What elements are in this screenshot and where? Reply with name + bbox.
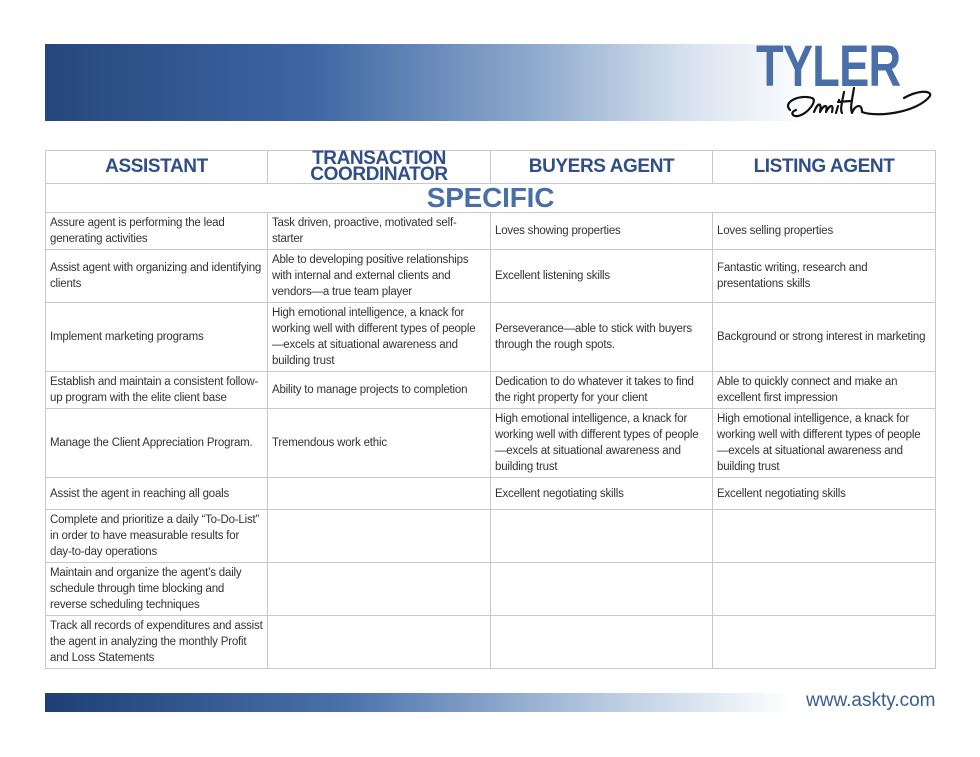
column-header-assistant: ASSISTANT (46, 151, 268, 184)
role-skills-table (45, 150, 936, 669)
table-cell: Fantastic writing, research and presentations skills (713, 250, 936, 303)
table-row (46, 303, 936, 372)
table-cell (268, 616, 491, 669)
column-header-row (46, 151, 936, 184)
table-cell (491, 563, 713, 616)
table-row (46, 213, 936, 250)
table-cell: Maintain and organize the agent’s daily schedule through time blocking and reverse scheduling techniques (46, 563, 268, 616)
table-cell: Establish and maintain a consistent follow-up program with the elite client base (46, 372, 268, 409)
table-cell: Loves showing properties (491, 213, 713, 250)
table-cell: Excellent negotiating skills (491, 478, 713, 510)
table-cell: Track all records of expenditures and assist the agent in analyzing the monthly Profit and Loss Statements (46, 616, 268, 669)
table-cell (713, 563, 936, 616)
table-cell: Assist the agent in reaching all goals (46, 478, 268, 510)
table-cell: Complete and prioritize a daily “To-Do-List” in order to have measurable results for day-to-day operations (46, 510, 268, 563)
table-cell: High emotional intelligence, a knack for working well with different types of people—excels at situational awareness and building trust (268, 303, 491, 372)
table-row (46, 478, 936, 510)
column-header-listing-agent: LISTING AGENT (713, 151, 936, 184)
table-cell (713, 510, 936, 563)
table-cell: Excellent listening skills (491, 250, 713, 303)
logo-signature-script (778, 72, 934, 122)
table-cell: Ability to manage projects to completion (268, 372, 491, 409)
section-title: SPECIFIC (46, 184, 936, 213)
table-cell: Assist agent with organizing and identifying clients (46, 250, 268, 303)
table-cell: Assure agent is performing the lead generating activities (46, 213, 268, 250)
table-cell (713, 616, 936, 669)
table-cell: Manage the Client Appreciation Program. (46, 409, 268, 478)
footer-banner (45, 693, 790, 712)
tyler-smith-logo (752, 34, 937, 122)
table-cell: Background or strong interest in marketing (713, 303, 936, 372)
table-row (46, 372, 936, 409)
column-header-buyers-agent: BUYERS AGENT (491, 151, 713, 184)
table-row (46, 250, 936, 303)
section-row (46, 184, 936, 213)
table-cell (268, 510, 491, 563)
table-row (46, 409, 936, 478)
table-cell: Able to developing positive relationships with internal and external clients and vendors—a true team player (268, 250, 491, 303)
table-cell (268, 478, 491, 510)
website-url: www.askty.com (806, 690, 936, 711)
logo-wordmark: TYLER (756, 34, 901, 99)
table-cell: Dedication to do whatever it takes to find the right property for your client (491, 372, 713, 409)
table-row (46, 616, 936, 669)
table-cell: Implement marketing programs (46, 303, 268, 372)
table-cell: Able to quickly connect and make an excellent first impression (713, 372, 936, 409)
table-cell: Excellent negotiating skills (713, 478, 936, 510)
table-cell: Task driven, proactive, motivated self-starter (268, 213, 491, 250)
table-row (46, 563, 936, 616)
column-header-transaction-coordinator: TRANSACTION COORDINATOR (268, 151, 491, 184)
table-cell: Loves selling properties (713, 213, 936, 250)
table-cell (268, 563, 491, 616)
table-cell (491, 510, 713, 563)
table-cell (491, 616, 713, 669)
table-cell: High emotional intelligence, a knack for working well with different types of people—excels at situational awareness and building trust (491, 409, 713, 478)
table-cell: Perseverance—able to stick with buyers through the rough spots. (491, 303, 713, 372)
table-row (46, 510, 936, 563)
table-cell: Tremendous work ethic (268, 409, 491, 478)
table-cell: High emotional intelligence, a knack for working well with different types of people—excels at situational awareness and building trust (713, 409, 936, 478)
